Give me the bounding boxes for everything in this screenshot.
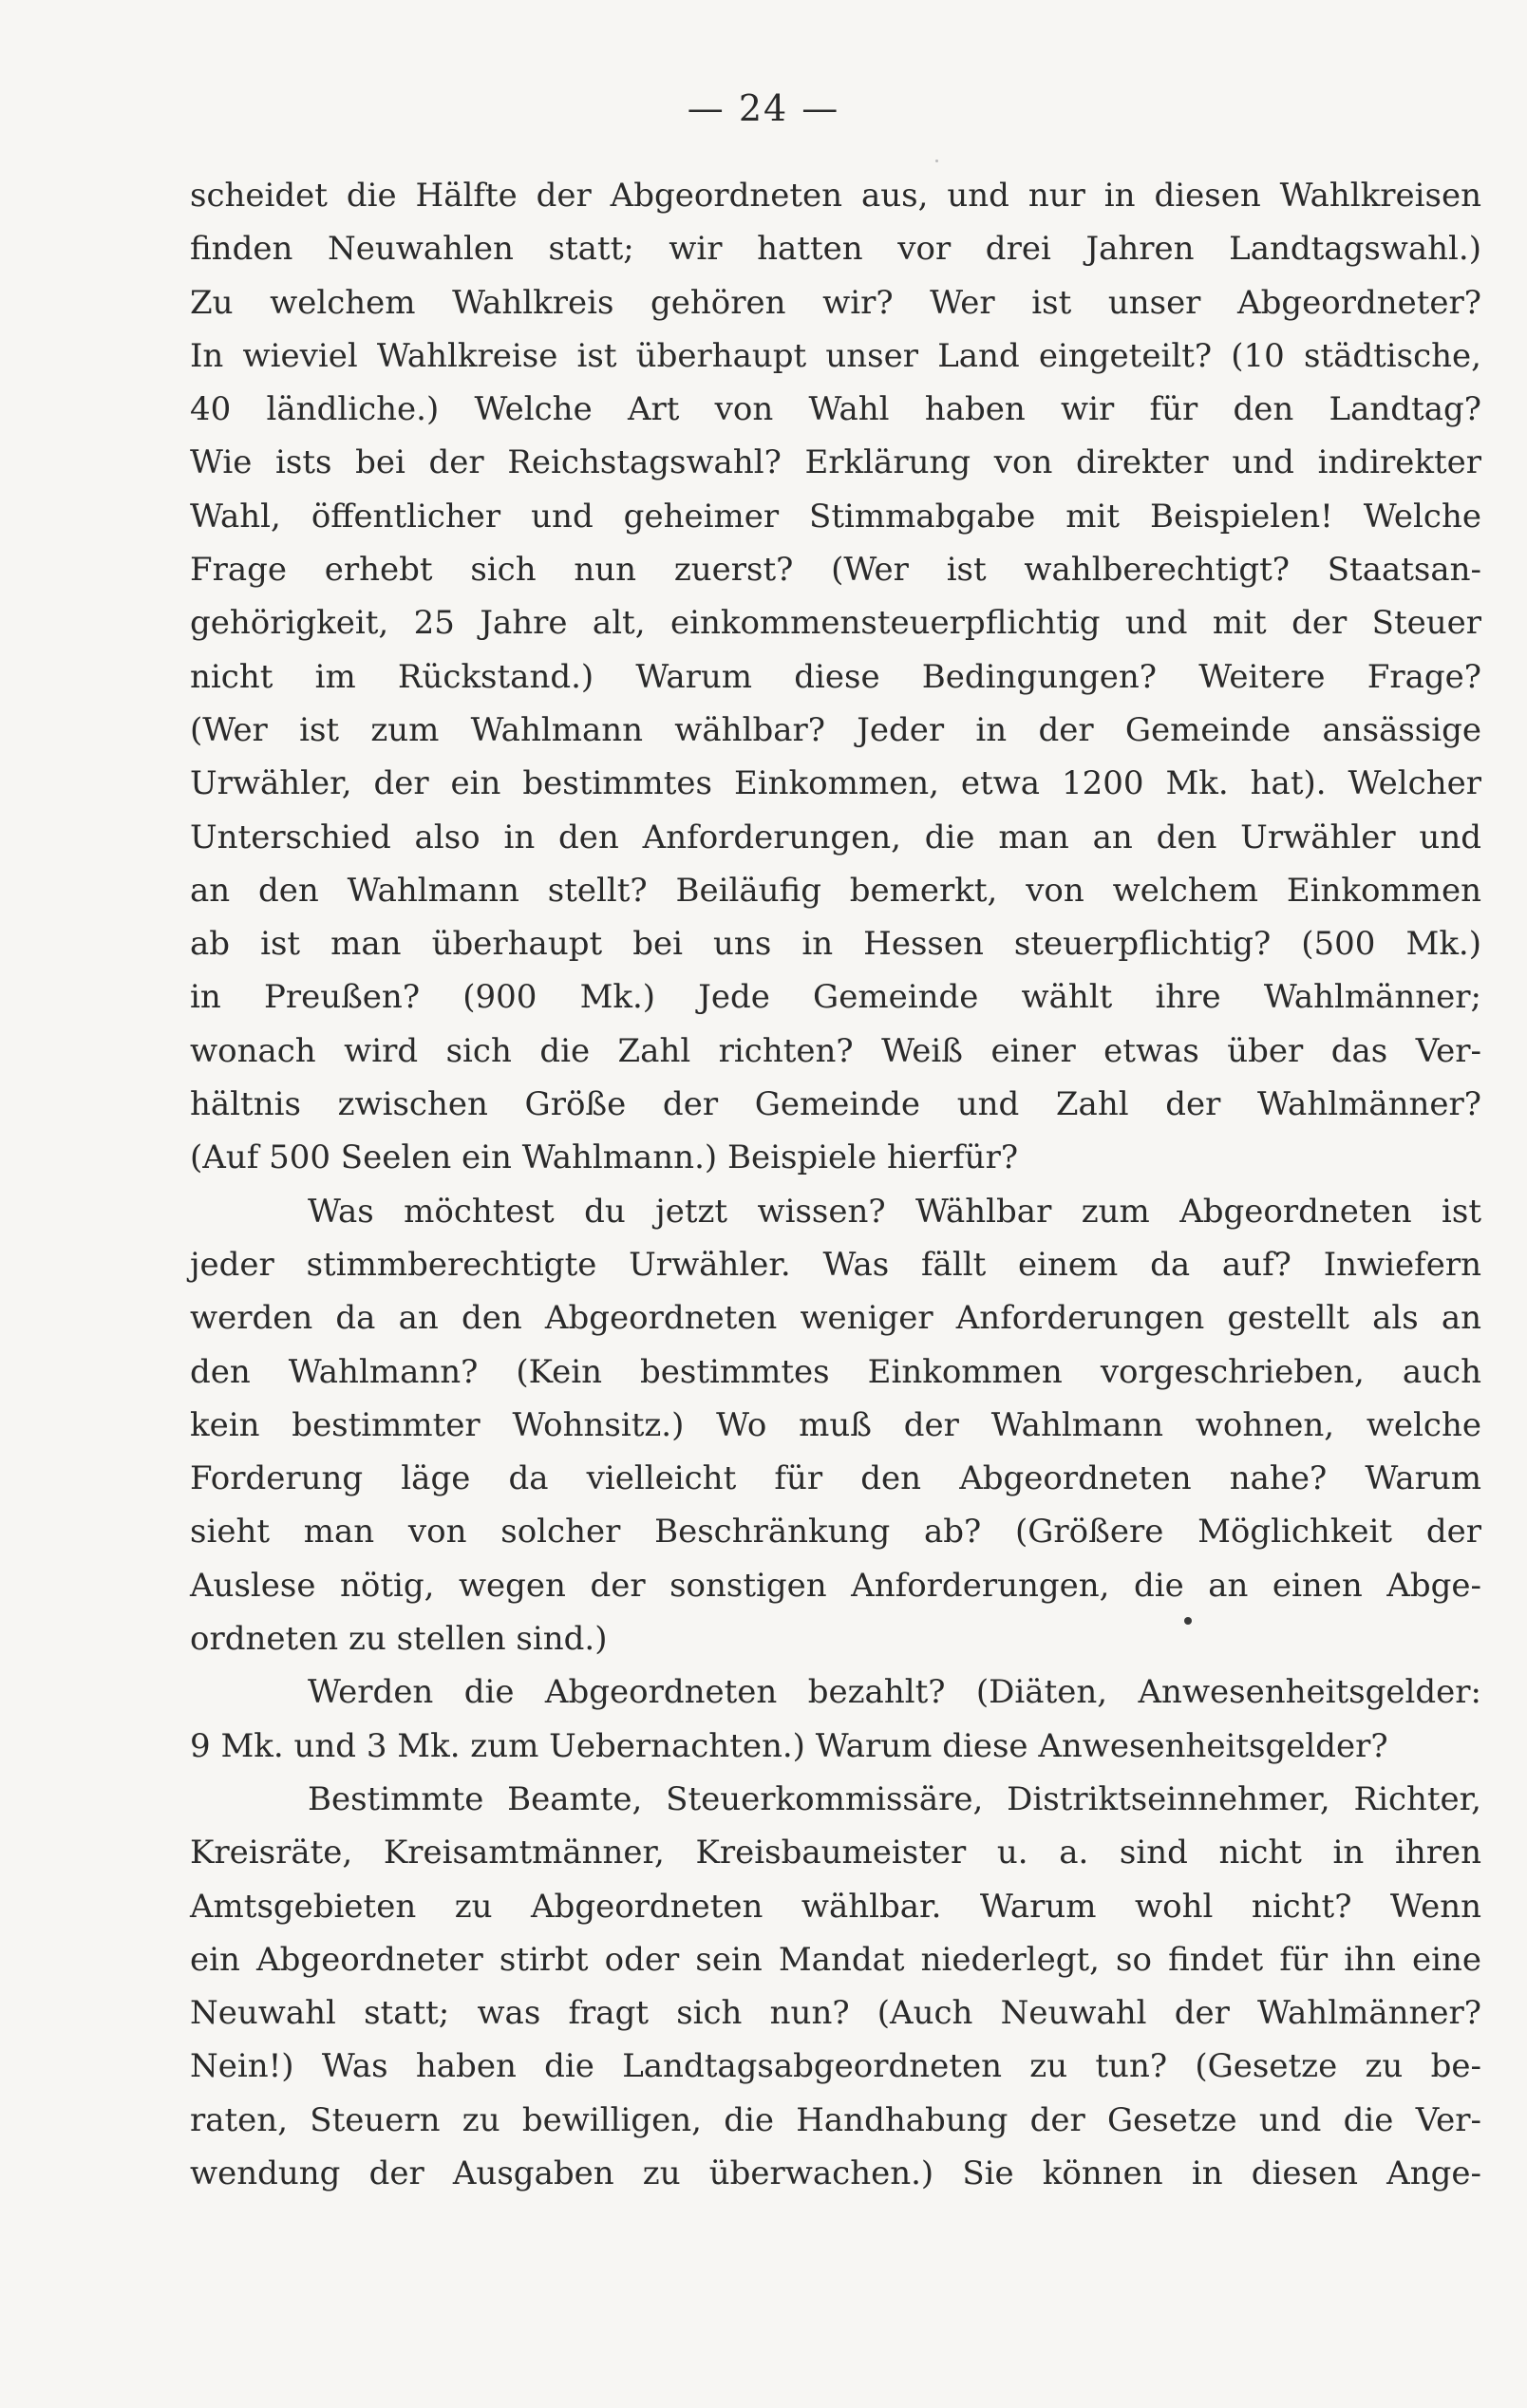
paper-speck (935, 160, 938, 162)
text-line: ein Abgeordneter stirbt oder sein Mandat niederlegt, so findet für ihn eine (190, 1940, 1481, 1979)
text-line: finden Neuwahlen statt; wir hatten vor drei Jahren Landtagswahl.) (190, 230, 1481, 269)
text-line: Urwähler, der ein bestimmtes Einkommen, etwa 1200 Mk. hat). Welcher (190, 764, 1481, 803)
text-line: Kreisräte, Kreisamtmänner, Kreisbaumeister u. a. sind nicht in ihren (190, 1834, 1481, 1872)
text-line: ordneten zu stellen sind.) (190, 1620, 608, 1659)
text-line: Amtsgebieten zu Abgeordneten wählbar. Warum wohl nicht? Wenn (190, 1887, 1481, 1926)
text-line: wendung der Ausgaben zu überwachen.) Sie können in diesen Ange- (190, 2154, 1481, 2192)
text-line: Wie ists bei der Reichstagswahl? Erklärung von direkter und indirekter (190, 443, 1481, 482)
text-line: werden da an den Abgeordneten weniger Anforderungen gestellt als an (190, 1299, 1481, 1338)
text-line: nicht im Rückstand.) Warum diese Bedingungen? Weitere Frage? (190, 657, 1481, 696)
text-line: Forderung läge da vielleicht für den Abgeordneten nahe? Warum (190, 1459, 1481, 1498)
text-line: den Wahlmann? (Kein bestimmtes Einkommen vorgeschrieben, auch (190, 1352, 1481, 1391)
text-line: (Auf 500 Seelen ein Wahlmann.) Beispiele hierfür? (190, 1138, 1019, 1177)
text-line: hältnis zwischen Größe der Gemeinde und Zahl der Wahlmänner? (190, 1085, 1481, 1124)
paragraph-start-line: Werden die Abgeordneten bezahlt? (Diäten, Anwesenheitsgelder: (308, 1673, 1481, 1712)
text-line: Unterschied also in den Anforderungen, die man an den Urwähler und (190, 818, 1481, 856)
text-line: in Preußen? (900 Mk.) Jede Gemeinde wählt ihre Wahlmänner; (190, 978, 1481, 1017)
text-line: Wahl, öffentlicher und geheimer Stimmabgabe mit Beispielen! Welche (190, 497, 1481, 536)
text-line: scheidet die Hälfte der Abgeordneten aus, und nur in diesen Wahlkreisen (190, 177, 1481, 215)
text-line: Frage erhebt sich nun zuerst? (Wer ist wahlberechtigt? Staatsan- (190, 551, 1481, 590)
text-line: 9 Mk. und 3 Mk. zum Uebernachten.) Warum diese Anwesenheitsgelder? (190, 1726, 1388, 1765)
paragraph-start-line: Was möchtest du jetzt wissen? Wählbar zum Abgeordneten ist (308, 1192, 1481, 1231)
ink-dot (1184, 1617, 1192, 1625)
text-line: Nein!) Was haben die Landtagsabgeordneten zu tun? (Gesetze zu be- (190, 2047, 1481, 2086)
text-line: kein bestimmter Wohnsitz.) Wo muß der Wahlmann wohnen, welche (190, 1405, 1481, 1444)
text-line: Zu welchem Wahlkreis gehören wir? Wer ist unser Abgeordneter? (190, 283, 1481, 322)
text-line: Auslese nötig, wegen der sonstigen Anforderungen, die an einen Abge- (190, 1566, 1481, 1605)
text-line: wonach wird sich die Zahl richten? Weiß einer etwas über das Ver- (190, 1031, 1481, 1070)
text-line: In wieviel Wahlkreise ist überhaupt unser Land eingeteilt? (10 städtische, (190, 336, 1481, 375)
text-line: Neuwahl statt; was fragt sich nun? (Auch Neuwahl der Wahlmänner? (190, 1994, 1481, 2033)
page-number: — 24 — (687, 87, 840, 129)
body-text (190, 169, 1481, 2200)
text-line: ab ist man überhaupt bei uns in Hessen steuerpflichtig? (500 Mk.) (190, 925, 1481, 964)
text-line: jeder stimmberechtigte Urwähler. Was fällt einem da auf? Inwiefern (190, 1245, 1481, 1284)
paragraph-start-line: Bestimmte Beamte, Steuerkommissäre, Distriktseinnehmer, Richter, (308, 1779, 1481, 1818)
text-line: gehörigkeit, 25 Jahre alt, einkommensteuerpflichtig und mit der Steuer (190, 604, 1481, 643)
text-line: raten, Steuern zu bewilligen, die Handhabung der Gesetze und die Ver- (190, 2100, 1481, 2139)
text-line: an den Wahlmann stellt? Beiläufig bemerkt, von welchem Einkommen (190, 871, 1481, 910)
text-line: 40 ländliche.) Welche Art von Wahl haben wir für den Landtag? (190, 390, 1481, 429)
text-line: (Wer ist zum Wahlmann wählbar? Jeder in der Gemeinde ansässige (190, 710, 1481, 749)
text-line: sieht man von solcher Beschränkung ab? (Größere Möglichkeit der (190, 1513, 1481, 1552)
